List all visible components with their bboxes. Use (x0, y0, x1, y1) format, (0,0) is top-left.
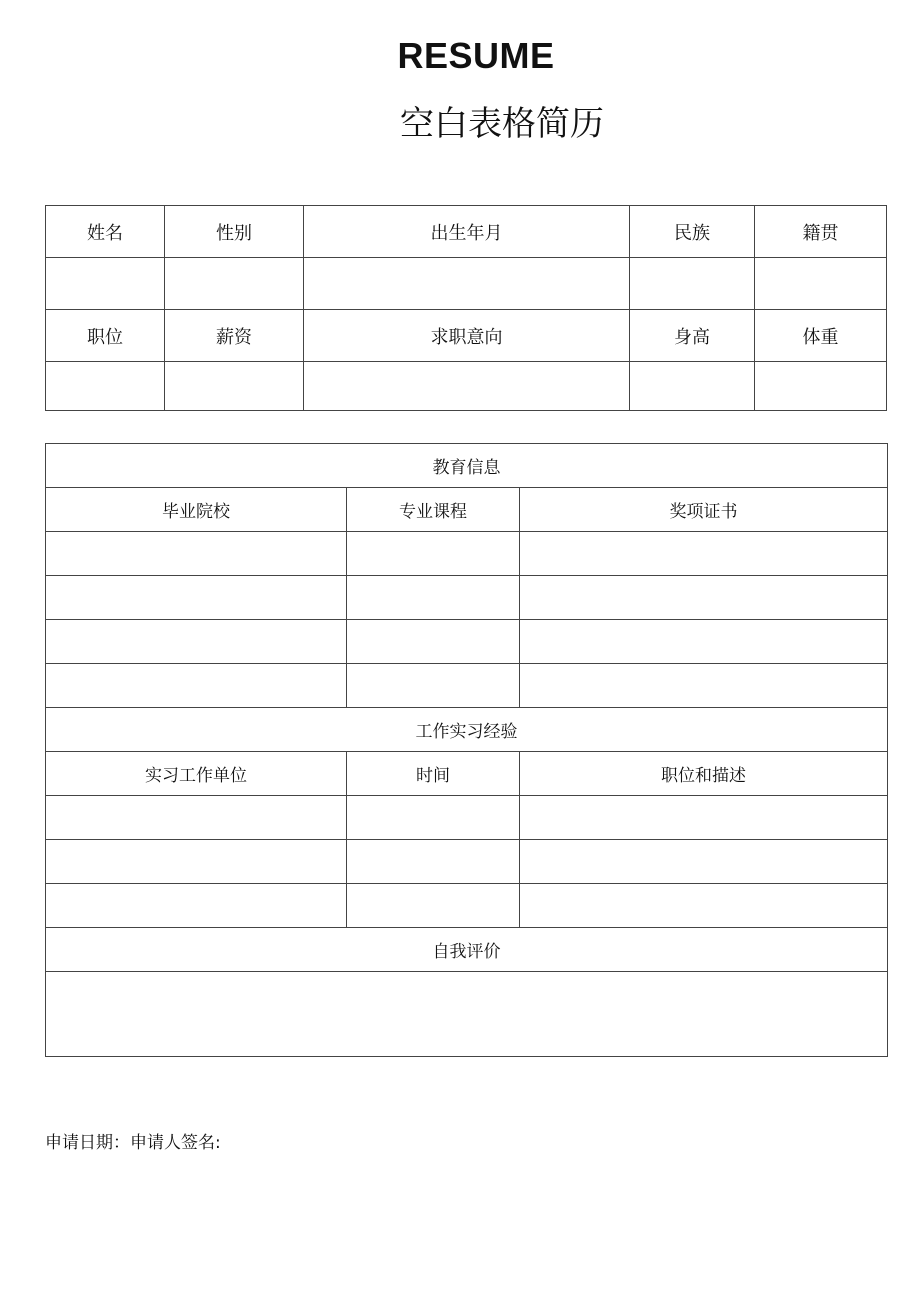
employer-field[interactable] (46, 796, 347, 840)
major-field[interactable] (347, 532, 520, 576)
role-description-header: 职位和描述 (520, 752, 888, 796)
salary-field[interactable] (165, 362, 304, 411)
education-row (46, 576, 888, 620)
employer-header: 实习工作单位 (46, 752, 347, 796)
ethnicity-label: 民族 (630, 206, 755, 258)
job-intention-label: 求职意向 (304, 310, 630, 362)
education-row (46, 664, 888, 708)
work-section-row (46, 708, 888, 752)
resume-title-cn: 空白表格简历 (400, 104, 604, 144)
self-eval-section-row (46, 928, 888, 972)
awards-field[interactable] (520, 664, 888, 708)
weight-label: 体重 (755, 310, 887, 362)
awards-field[interactable] (520, 620, 888, 664)
major-field[interactable] (347, 664, 520, 708)
weight-field[interactable] (755, 362, 887, 411)
basic-info-label-row-1 (46, 206, 887, 258)
education-header-row (46, 488, 888, 532)
basic-info-table (45, 205, 887, 411)
education-row (46, 532, 888, 576)
name-field[interactable] (46, 258, 165, 310)
application-date-signature-line: 申请日期：申请人签名: (45, 1133, 221, 1153)
role-description-field[interactable] (520, 796, 888, 840)
school-field[interactable] (46, 664, 347, 708)
gender-label: 性别 (165, 206, 304, 258)
major-field[interactable] (347, 620, 520, 664)
height-label: 身高 (630, 310, 755, 362)
work-header-row (46, 752, 888, 796)
work-section-title: 工作实习经验 (46, 708, 888, 752)
awards-field[interactable] (520, 532, 888, 576)
time-field[interactable] (347, 796, 520, 840)
school-header: 毕业院校 (46, 488, 347, 532)
time-field[interactable] (347, 840, 520, 884)
time-header: 时间 (347, 752, 520, 796)
name-label: 姓名 (46, 206, 165, 258)
salary-label: 薪资 (165, 310, 304, 362)
education-section-title: 教育信息 (46, 444, 888, 488)
awards-header: 奖项证书 (520, 488, 888, 532)
awards-field[interactable] (520, 576, 888, 620)
school-field[interactable] (46, 576, 347, 620)
self-eval-section-title: 自我评价 (46, 928, 888, 972)
job-intention-field[interactable] (304, 362, 630, 411)
gender-field[interactable] (165, 258, 304, 310)
height-field[interactable] (630, 362, 755, 411)
role-description-field[interactable] (520, 884, 888, 928)
ethnicity-field[interactable] (630, 258, 755, 310)
position-field[interactable] (46, 362, 165, 411)
position-label: 职位 (46, 310, 165, 362)
birth-date-field[interactable] (304, 258, 630, 310)
school-field[interactable] (46, 620, 347, 664)
education-section-row (46, 444, 888, 488)
hometown-label: 籍贯 (755, 206, 887, 258)
birth-date-label: 出生年月 (304, 206, 630, 258)
work-row (46, 796, 888, 840)
time-field[interactable] (347, 884, 520, 928)
major-field[interactable] (347, 576, 520, 620)
self-eval-row (46, 972, 888, 1057)
self-eval-field[interactable] (46, 972, 888, 1057)
basic-info-value-row-2 (46, 362, 887, 411)
employer-field[interactable] (46, 840, 347, 884)
hometown-field[interactable] (755, 258, 887, 310)
basic-info-label-row-2 (46, 310, 887, 362)
employer-field[interactable] (46, 884, 347, 928)
work-row (46, 884, 888, 928)
detail-table (45, 443, 888, 1057)
work-row (46, 840, 888, 884)
major-header: 专业课程 (347, 488, 520, 532)
school-field[interactable] (46, 532, 347, 576)
role-description-field[interactable] (520, 840, 888, 884)
education-row (46, 620, 888, 664)
resume-title-en: RESUME (397, 35, 555, 76)
basic-info-value-row-1 (46, 258, 887, 310)
